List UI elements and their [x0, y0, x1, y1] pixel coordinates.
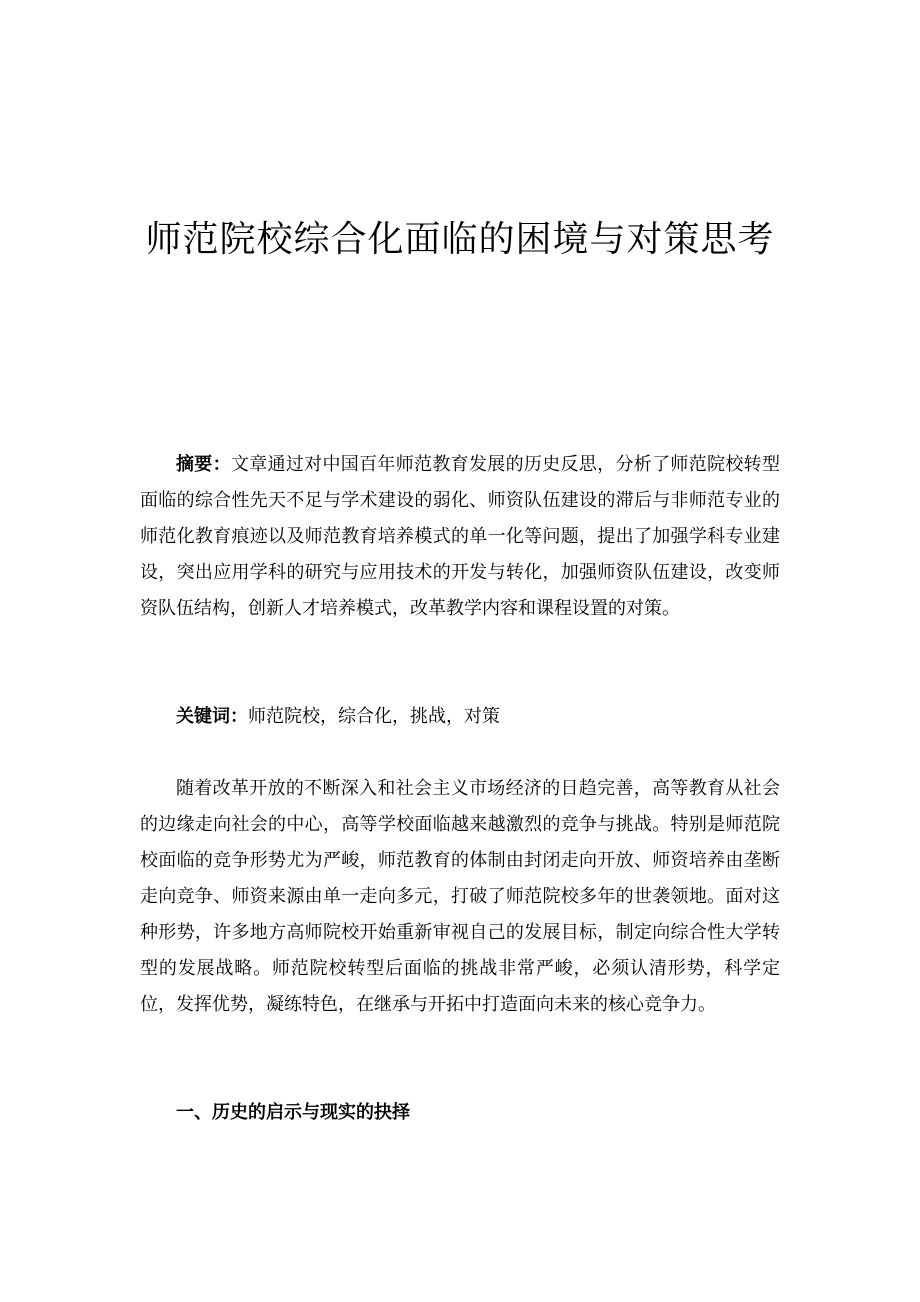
- intro-paragraph: 随着改革开放的不断深入和社会主义市场经济的日趋完善，高等教育从社会的边缘走向社会的中心，高等学校面临越来越激烈的竞争与挑战。特别是师范院校面临的竞争形势尤为严峻，师范教育的体制由封闭走向开放、师资培养由垄断走向竞争、师资来源由单一走向多元，打破了师范院校多年的世袭领地。面对这种形势，许多地方高师院校开始重新审视自己的发展目标，制定向综合性大学转型的发展战略。师范院校转型后面临的挑战非常严峻，必须认清形势，科学定位，发挥优势，凝练特色，在继承与开拓中打造面向未来的核心竞争力。: [140, 778, 780, 1015]
- abstract-text: 文章通过对中国百年师范教育发展的历史反思，分析了师范院校转型面临的综合性先天不足与学术建设的弱化、师资队伍建设的滞后与非师范专业的师范化教育痕迹以及师范教育培养模式的单一化等问题，提出了加强学科专业建设，突出应用学科的研究与应用技术的开发与转化，加强师资队伍建设，改变师资队伍结构，创新人才培养模式，改革教学内容和课程设置的对策。: [140, 454, 780, 619]
- keywords-label: 关键词：: [176, 706, 248, 727]
- section-heading-text: 一、历史的启示与现实的抉择: [176, 1102, 410, 1123]
- section-heading: [140, 1095, 780, 1131]
- abstract-label: 摘要：: [176, 454, 231, 475]
- document-title: 师范院校综合化面临的困境与对策思考: [145, 219, 775, 261]
- keywords-paragraph: [140, 699, 780, 735]
- keywords-text: 师范院校，综合化，挑战，对策: [248, 706, 500, 727]
- abstract-paragraph: [140, 447, 780, 627]
